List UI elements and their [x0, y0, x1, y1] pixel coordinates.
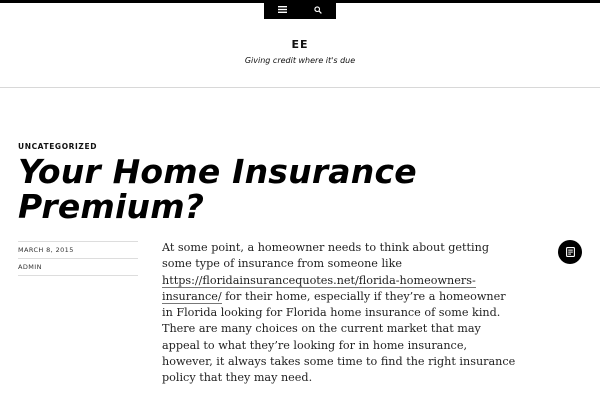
- meta-divider: [18, 275, 138, 276]
- header-divider: [0, 87, 600, 88]
- menu-button[interactable]: [264, 0, 300, 19]
- site-tagline: Giving credit where it's due: [244, 56, 356, 65]
- post-date[interactable]: MARCH 8, 2015: [18, 246, 74, 254]
- edit-icon: [566, 247, 575, 257]
- search-button[interactable]: [300, 0, 336, 19]
- insurance-quotes-link[interactable]: https://floridainsurancequotes.net/florida-homeowners-insurance/: [162, 273, 476, 303]
- post-category-link[interactable]: UNCATEGORIZED: [18, 142, 98, 151]
- post-meta: [18, 241, 138, 276]
- menu-icon: [278, 6, 287, 13]
- site-title[interactable]: EE: [291, 38, 309, 51]
- search-icon: [314, 6, 322, 14]
- floating-action-button[interactable]: [558, 240, 582, 264]
- post-title[interactable]: Your Home Insurance Premium?: [18, 152, 417, 226]
- post-content: [162, 240, 517, 387]
- header-toolbar: [264, 0, 336, 19]
- post-author[interactable]: ADMIN: [18, 263, 42, 271]
- post-text-before-link: At some point, a homeowner needs to think about getting some type of insurance from someone like: [162, 241, 489, 271]
- post-text-after-link: for their home, especially if they’re a homeowner in Florida looking for Florida home insurance of some kind. There are many choices on the current market that may appeal to what they’re looking for in home insurance, however, it always takes some time to find the right insurance policy that they may need.: [162, 289, 516, 385]
